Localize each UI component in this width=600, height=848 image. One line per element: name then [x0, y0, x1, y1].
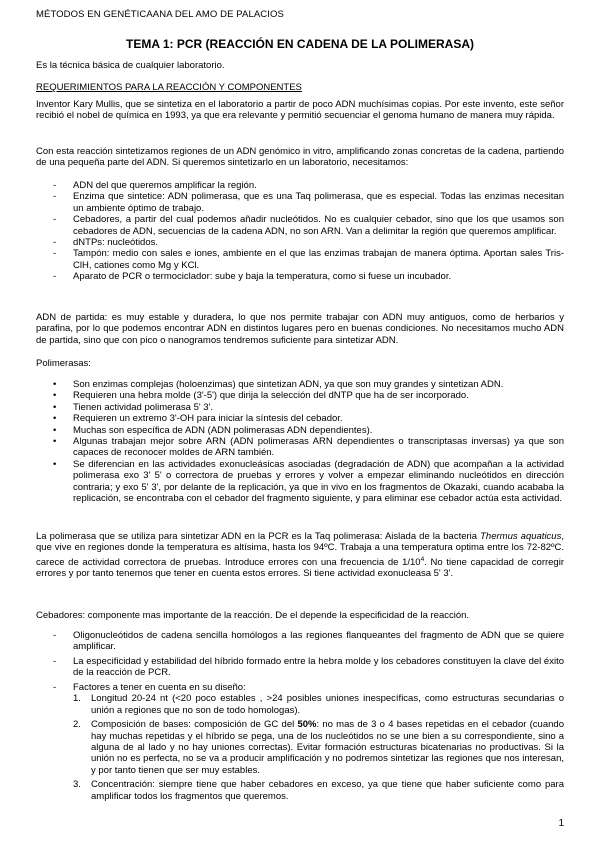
polimerasas-list: [36, 379, 564, 504]
list-item: - Tampón: medio con sales e iones, ambiente en el que las enzimas trabajan de manera óptima. Aportan sales Tris- ClH, cationes como Mg y KCl.: [53, 248, 564, 271]
page-title: TEMA 1: PCR (REACCIÓN EN CADENA DE LA POLIMERASA): [125, 37, 474, 51]
list-item: - Cebadores, a partir del cual podemos añadir nucleótidos. No es cualquier cebador, sino que los que usamos son cebadores de ADN, secuencias de la cadena ADN, no son ARN. Van a delimitar la región que queremos amplificar.: [53, 214, 564, 237]
list-item: • Son enzimas complejas (holoenzimas) que sintetizan ADN, ya que son muy grandes y sintetizan ADN.: [53, 379, 504, 390]
list-item: - Enzima que sintetice: ADN polimerasa, que es una Taq polimerasa, que es especial. Todas las enzimas necesitan un ambiente óptimo de trabajo.: [53, 191, 564, 214]
running-header: MÉTODOS EN GENÉTICAANA DEL AMO DE PALACIOS: [36, 9, 284, 20]
numbered-item: 2. Composición de bases: composición de GC del 50%: no mas de 3 o 4 bases repetidas en el cebador (cuando hay muchas repetidas y el híbrido se pega, una de los nucleótidos no se une bien a su correspondiente, sino a alguna de al lado y no hay uniones correctas). Evitar formación estructuras bicatenarias no productivas. Si la unión no es perfecta, no se va a producir amplificación y no podremos sintetizar las regiones que nos interesan, y por tanto tienen que ser muy estables.: [73, 719, 564, 776]
paragraph-adn-partida: ADN de partida: es muy estable y duradera, lo que nos permite trabajar con ADN muy antiguos, como de herbarios y parafina, por lo que podemos encontrar ADN en distintos lugares pero en buenas condiciones. No necesitamos mucho ADN de partida, sino que con pico o nanogramos tendremos suficiente para sintetizar ADN.: [36, 312, 564, 346]
list-item: • Algunas trabajan mejor sobre ARN (ADN polimerasas ARN dependientes o transcriptasas inversas) ya que son capaces de reconocer moldes de ARN también.: [53, 436, 564, 459]
list-item: - ADN del que queremos amplificar la región.: [53, 180, 257, 191]
list-item: • Requieren un extremo 3'-OH para iniciar la síntesis del cebador.: [53, 413, 343, 425]
list-item: - Aparato de PCR o termociclador: sube y baja la temperatura, como si fuese un incubador.: [53, 271, 452, 283]
list-item: - Factores a tener en cuenta en su diseño: 1. Longitud 20-24 nt (<20 poco estables , >24 posibles uniones inespecíficas, como estructuras secundarias o unión a regiones que no son de todo homologas). 2. Composición de bases: composición de GC del 50%: no mas de 3 o 4 bases repetidas en el cebador (cuando hay muchas repetidas y el híbrido se pega, una de los nucleótidos no se une bien a su correspondiente, sino a alguna de al lado y no hay uniones correctas). Evitar formación estructuras bicatenarias no productivas. Si la unión no es perfecta, no se va a producir amplificación y no podremos sintetizar las regiones que nos interesan, y por tanto tienen que ser muy estables. 3. Concentración: siempre tiene que haber cebadores en exceso, ya que tiene que haber suficiente como para amplificar todos los fragmentos que queremos.: [53, 682, 564, 802]
paragraph-cebadores: Cebadores: componente mas importante de la reacción. De el depende la especificidad de la reacción.: [36, 610, 470, 621]
paragraph-taq: La polimerasa que se utiliza para sintetizar ADN en la PCR es la Taq polimerasa: Aislada de la bacteria Thermus aquaticus, que vive en regiones donde la temperatura es altísima, hasta los 94ºC. Trabaja a una temperatura optima entre los 72-82ºC. carece de actividad correctora de pruebas. Introduce errores con una frecuencia de $1/10^4$. No tiene capacidad de corregir errores y por tanto tenemos que tener en cuenta estos errores. Si tiene actividad exonucleasa 5' 3'.: [36, 531, 564, 580]
numbered-item: 1. Longitud 20-24 nt (<20 poco estables , >24 posibles uniones inespecíficas, como estructuras secundarias o unión a regiones que no son de todo homologas).: [73, 693, 564, 716]
section-heading: REQUERIMIENTOS PARA LA REACCIÓN Y COMPONENTES: [36, 82, 302, 93]
page-number: 1: [558, 818, 564, 829]
list-item: • Requieren una hebra molde (3'-5') que dirija la selección del dNTP que ha de ser incorporado.: [53, 390, 469, 402]
cebadores-list: [36, 630, 564, 805]
components-list: [36, 180, 564, 283]
polimerasas-heading: Polimerasas:: [36, 358, 91, 369]
list-item: • Se diferencian en las actividades exonucleásicas asociadas (degradación de ADN) que acompañan a la actividad polimerasa exo 3' 5' o correctora de pruebas y errores y volver a empezar eliminando nucleótidos en dirección contraria; y exo 5' 3', por delante de la replicación, ya que in vivo en los fragmentos de Okazaki, cuando acababa la replicación, se encontraba con el cebador del fragmento siguiente, y para eliminar ese cebador actúa esta actividad.: [53, 458, 564, 505]
paragraph-reaccion: Con esta reacción sintetizamos regiones de un ADN genómico in vitro, amplificando zonas concretas de la cadena, partiendo de una pequeña parte del ADN. Si queremos sintetizarlo en un laboratorio, necesitamos:: [36, 146, 564, 169]
list-item: - dNTPs: nucleótidos.: [53, 237, 159, 249]
list-item: - Oligonucleótidos de cadena sencilla homólogos a las regiones flanqueantes del fragmento de ADN que se quiere amplificar.: [53, 630, 564, 653]
species-name: Thermus aquaticus: [480, 531, 562, 542]
list-item: - La especificidad y estabilidad del híbrido formado entre la hebra molde y los cebadores constituyen la clave del éxito de la reacción de PCR.: [53, 656, 564, 679]
intro-text: Es la técnica básica de cualquier laboratorio.: [36, 60, 225, 71]
list-item: • Tienen actividad polimerasa 5' 3'.: [53, 401, 214, 413]
paragraph-inventor: Inventor Kary Mullis, que se sintetiza en el laboratorio a partir de poco ADN muchísimas copias. Por este invento, este señor recibió el nobel de química en 1993, ya que era relevante y permitió secuenciar el genoma humano de manera muy rápida.: [36, 99, 564, 122]
list-item: • Muchas son específica de ADN (ADN polimerasas ADN dependientes).: [53, 424, 373, 436]
numbered-item: 3. Concentración: siempre tiene que haber cebadores en exceso, ya que tiene que haber suficiente como para amplificar todos los fragmentos que queremos.: [73, 779, 564, 802]
factores-list: [73, 693, 564, 802]
